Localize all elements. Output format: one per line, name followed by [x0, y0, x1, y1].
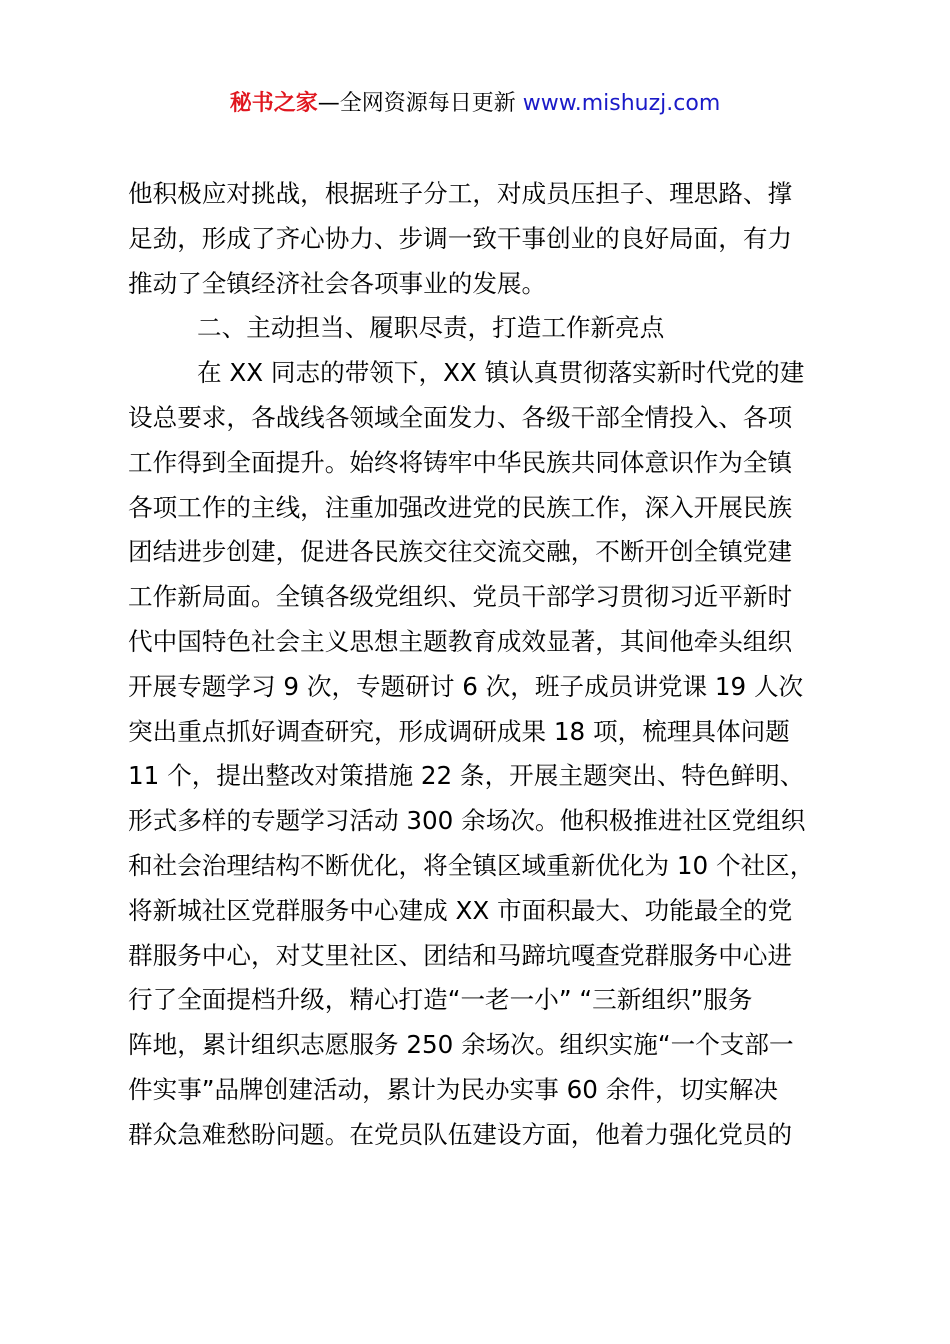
paragraph-start: 在 XX 同志的带领下，XX 镇认真贯彻落实新时代党的建 — [197, 358, 805, 388]
page-header — [0, 88, 950, 120]
header-tagline: —全网资源每日更新 — [317, 91, 523, 116]
text-line: 推动了全镇经济社会各项事业的发展。 — [128, 268, 547, 298]
section-heading: 二、主动担当、履职尽责，打造工作新亮点 — [197, 313, 665, 343]
text-line: 将新城社区党群服务中心建成 XX 市面积最大、功能最全的党 — [128, 895, 793, 925]
text-line: 开展专题学习 9 次，专题研讨 6 次，班子成员讲党课 19 人次 — [128, 671, 804, 701]
text-line: 件实事”品牌创建活动，累计为民办实事 60 余件，切实解决 — [128, 1074, 778, 1104]
text-line: 阵地，累计组织志愿服务 250 余场次。组织实施“一个支部一 — [128, 1030, 794, 1060]
text-line: 群众急难愁盼问题。在党员队伍建设方面，他着力强化党员的 — [128, 1119, 793, 1149]
text-line: 群服务中心，对艾里社区、团结和马蹄坑嘎查党群服务中心进 — [128, 940, 793, 970]
text-line: 突出重点抓好调查研究，形成调研成果 18 项，梳理具体问题 — [128, 716, 790, 746]
text-line: 代中国特色社会主义思想主题教育成效显著，其间他牵头组织 — [128, 626, 793, 656]
text-line: 团结进步创建，促进各民族交往交流交融，不断开创全镇党建 — [128, 537, 793, 567]
text-line: 足劲，形成了齐心协力、步调一致干事创业的良好局面，有力 — [128, 223, 793, 253]
text-line: 和社会治理结构不断优化，将全镇区域重新优化为 10 个社区， — [128, 850, 815, 880]
brand-name: 秘书之家 — [229, 91, 318, 116]
text-line: 各项工作的主线，注重加强改进党的民族工作，深入开展民族 — [128, 492, 793, 522]
document-body — [128, 172, 838, 1158]
text-line: 工作新局面。全镇各级党组织、党员干部学习贯彻习近平新时 — [128, 582, 793, 612]
text-line: 设总要求，各战线各领域全面发力、各级干部全情投入、各项 — [128, 402, 793, 432]
text-line: 11 个，提出整改对策措施 22 条，开展主题突出、特色鲜明、 — [128, 761, 805, 791]
site-url-link[interactable]: www.mishuzj.com — [522, 91, 721, 116]
text-line: 行了全面提档升级，精心打造“一老一小” “三新组织”服务 — [128, 985, 753, 1015]
text-line: 工作得到全面提升。始终将铸牢中华民族共同体意识作为全镇 — [128, 447, 793, 477]
text-line: 形式多样的专题学习活动 300 余场次。他积极推进社区党组织 — [128, 806, 806, 836]
text-line: 他积极应对挑战，根据班子分工，对成员压担子、理思路、撑 — [128, 179, 793, 208]
